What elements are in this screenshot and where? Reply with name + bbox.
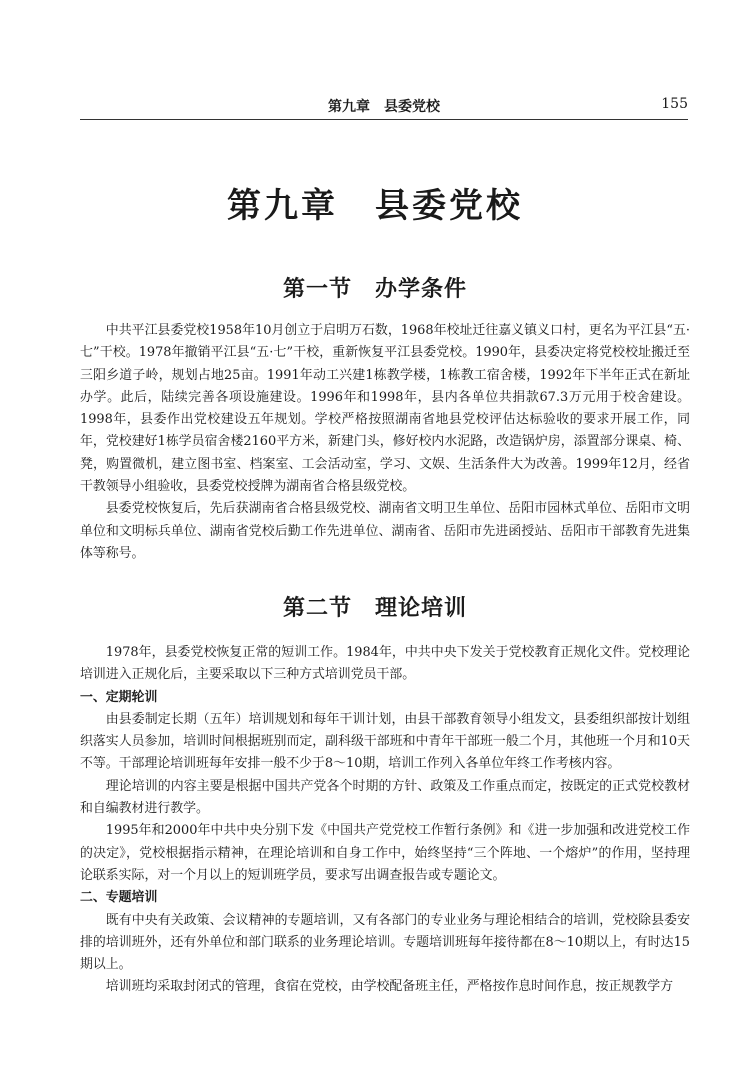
- running-header: [80, 92, 688, 120]
- paragraph: 由县委制定长期（五年）培训规划和每年干训计划，由县干部教育领导小组发文，县委组织部按计划组织落实人员参加，培训时间根据班别而定，副科级干部班和中青年干部班一般二个月，其他班一个月和10天不等。干部理论培训班每年安排一般不少于8～10期，培训工作列入各单位年终工作考核内容。: [80, 711, 690, 772]
- subsection-heading-1: 一、定期轮训: [80, 689, 158, 705]
- paragraph: 中共平江县委党校1958年10月创立于启明万石数，1968年校址迁往嘉义镇义口村，更名为平江县“五·七”干校。1978年撤销平江县“五·七”干校，重新恢复平江县委党校。1990年，县委决定将党校校址搬迁至三阳乡道子岭，规划占地25亩。1991年动工兴建1栋教学楼，1栋教工宿舍楼，1992年下半年正式在新址办学。此后，陆续完善各项设施建设。1996年和1998年，县内各单位共捐款67.3万元用于校舍建设。1998年，县委作出党校建设五年规划。学校严格按照湖南省地县党校评估达标验收的要求开展工作，同年，党校建好1栋学员宿舍楼2160平方米，新建门头，修好校内水泥路，改造锅炉房，添置部分课桌、椅、凳，购置微机，建立图书室、档案室、工会活动室，学习、文娱、生活条件大为改善。1999年12月，经省干教领导小组验收，县委党校授牌为湖南省合格县级党校。: [80, 323, 690, 495]
- subsection-heading-2: 二、专题培训: [80, 890, 158, 906]
- section-title-1: 第一节 办学条件: [282, 277, 467, 302]
- paragraph: 县委党校恢复后，先后获湖南省合格县级党校、湖南省文明卫生单位、岳阳市园林式单位、岳阳市文明单位和文明标兵单位、湖南省党校后勤工作先进单位、湖南省、岳阳市先进函授站、岳阳市干部教育先进集体等称号。: [80, 501, 690, 561]
- chapter-title: 第九章 县委党校: [227, 186, 523, 226]
- paragraph: 1995年和2000年中共中央分别下发《中国共产党党校工作暂行条例》和《进一步加强和改进党校工作的决定》，党校根据指示精神，在理论培训和自身工作中，始终坚持“三个阵地、一个熔炉”的作用，坚持理论联系实际，对一个月以上的短训班学员，要求写出调查报告或专题论文。: [80, 823, 690, 883]
- paragraph: 培训班均采取封闭式的管理，食宿在党校，由学校配备班主任，严格按作息时间作息，按正规教学方: [105, 979, 673, 995]
- header-rule: [80, 119, 688, 120]
- running-title: 第九章 县委党校: [328, 99, 440, 115]
- page-number: 155: [661, 96, 688, 112]
- intro-paragraph: 1978年，县委党校恢复正常的短训工作。1984年，中共中央下发关于党校教育正规化文件。党校理论培训进入正规化后，主要采取以下三种方式培训党员干部。: [80, 645, 690, 683]
- section-2-body: [80, 642, 690, 999]
- paragraph: 理论培训的内容主要是根据中国共产党各个时期的方针、政策及工作重点而定，按既定的正式党校教材和自编教材进行教学。: [80, 778, 690, 817]
- paragraph: 既有中央有关政策、会议精神的专题培训，又有各部门的专业业务与理论相结合的培训，党校除县委安排的培训班外，还有外单位和部门联系的业务理论培训。专题培训班每年接待都在8～10期以上，有时达15期以上。: [80, 912, 690, 973]
- section-title-2: 第二节 理论培训: [282, 596, 467, 621]
- section-1-body: [80, 320, 690, 565]
